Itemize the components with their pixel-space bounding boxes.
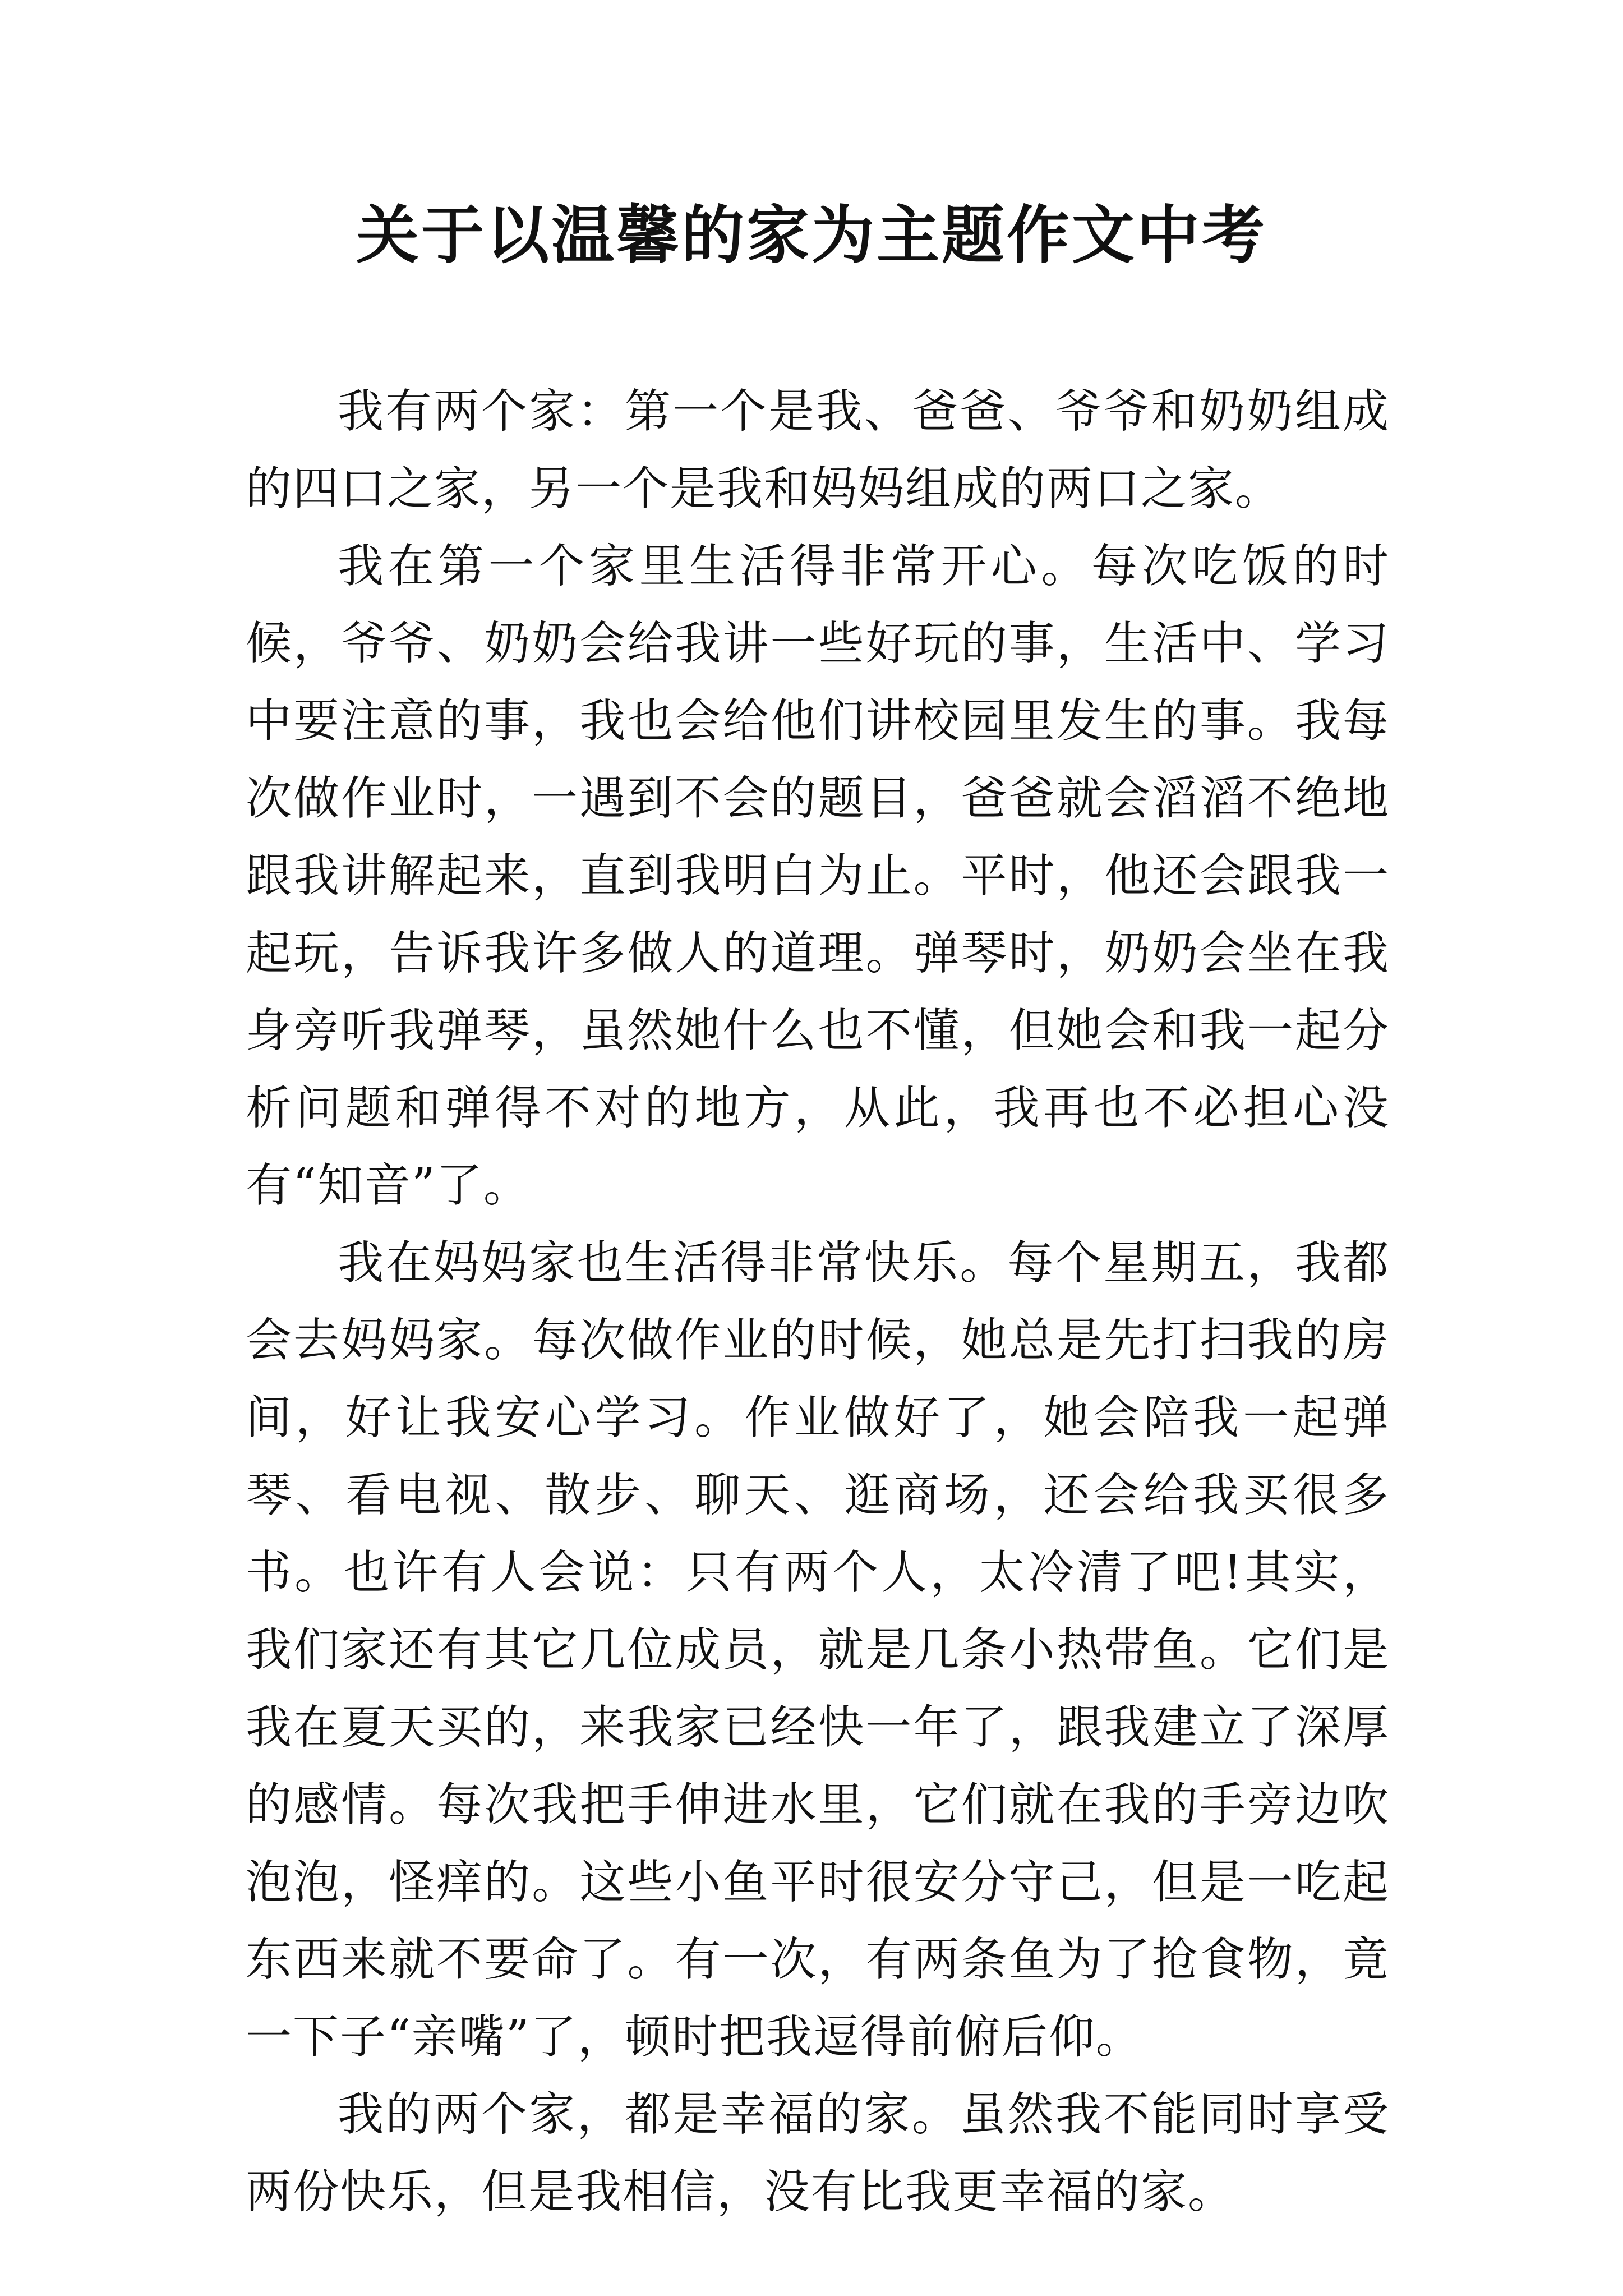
paragraph-4: 我的两个家，都是幸福的家。虽然我不能同时享受两份快乐，但是我相信，没有比我更幸福的家。 xyxy=(246,2088,1390,2219)
paragraph-2: 我在第一个家里生活得非常开心。每次吃饭的时候，爷爷、奶奶会给我讲一些好玩的事，生活中、学习中要注意的事，我也会给他们讲校园里发生的事。我每次做作业时，一遇到不会的题目，爸爸就会滔滔不绝地跟我讲解起来，直到我明白为止。平时，他还会跟我一起玩，告诉我许多做人的道理。弹琴时，奶奶会坐在我身旁听我弹琴，虽然她什么也不懂，但她会和我一起分析问题和弹得不对的地方，从此，我再也不必担心没有“知音”了。 xyxy=(246,540,1390,1212)
document-body xyxy=(246,373,1390,2231)
paragraph-3: 我在妈妈家也生活得非常快乐。每个星期五，我都会去妈妈家。每次做作业的时候，她总是先打扫我的房间，好让我安心学习。作业做好了，她会陪我一起弹琴、看电视、散步、聊天、逛商场，还会给我买很多书。也许有人会说：只有两个人，太冷清了吧!其实，我们家还有其它几位成员，就是几条小热带鱼。它们是我在夏天买的，来我家已经快一年了，跟我建立了深厚的感情。每次我把手伸进水里，它们就在我的手旁边吹泡泡，怪痒的。这些小鱼平时很安分守己，但是一吃起东西来就不要命了。有一次，有两条鱼为了抢食物，竟一下子“亲嘴”了，顿时把我逗得前俯后仰。 xyxy=(246,1236,1390,2064)
paragraph-1: 我有两个家：第一个是我、爸爸、爷爷和奶奶组成的四口之家，另一个是我和妈妈组成的两口之家。 xyxy=(246,385,1390,516)
document-title: 关于以温馨的家为主题作文中考 xyxy=(356,199,1267,272)
